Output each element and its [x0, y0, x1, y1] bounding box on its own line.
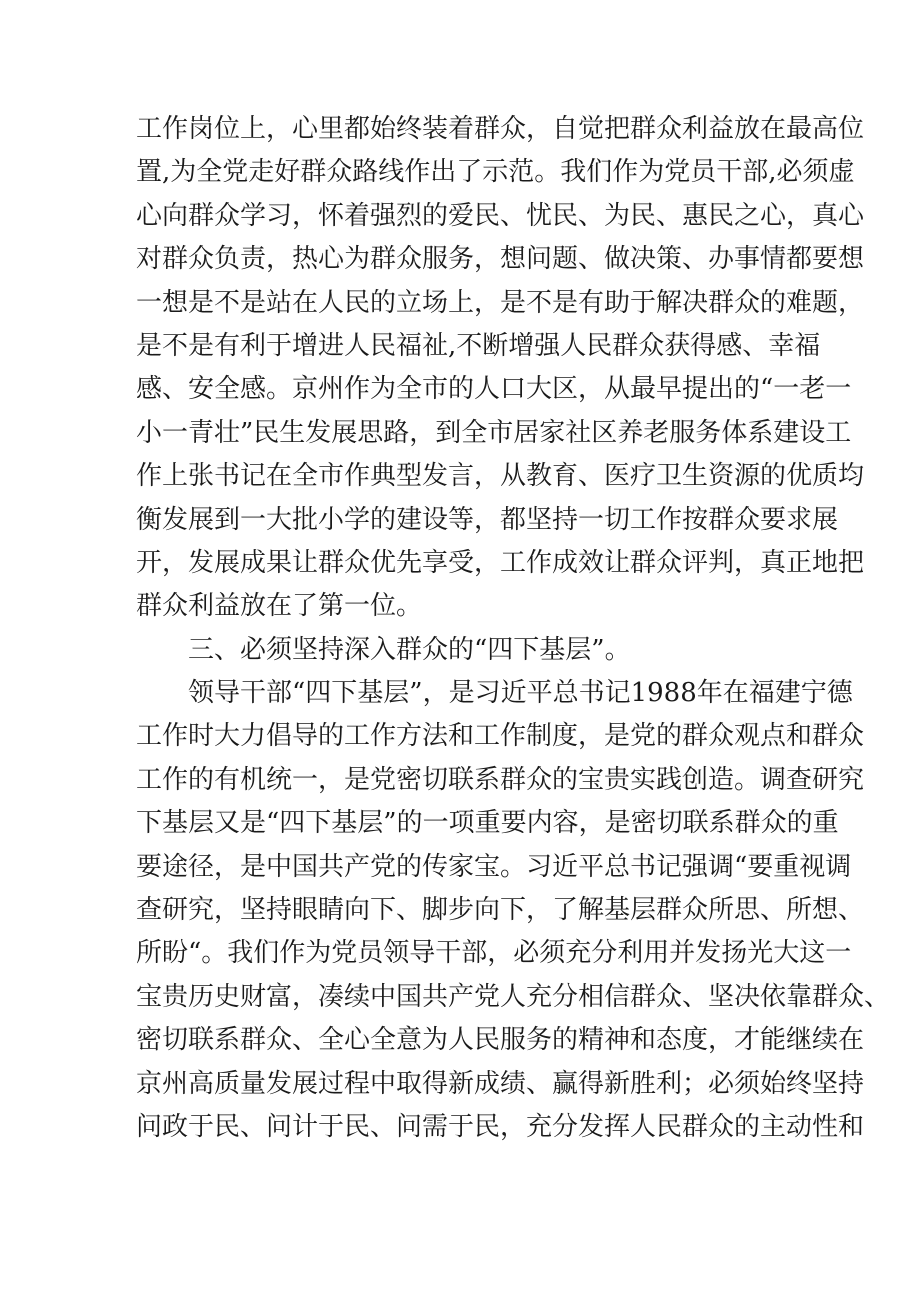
text-line: 下基层又是“四下基层”的一项重要内容，是密切联系群众的重 [136, 808, 839, 839]
text-line: 问政于民、问计于民、问需于民，充分发挥人民群众的主动性和 [136, 1111, 865, 1142]
body-text [136, 108, 891, 1149]
text-line: 心向群众学习，怀着强烈的爱民、忧民、为民、惠民之心，真心 [136, 200, 865, 231]
text-line: 群众利益放在了第一位。 [136, 591, 423, 622]
text-line: 三、必须坚持深入群众的“四下基层”。 [188, 634, 631, 665]
text-line: 感、安全感。京州作为全市的人口大区，从最早提出的“一老一 [136, 374, 852, 405]
text-line: 京州高质量发展过程中取得新成绩、赢得新胜利；必须始终坚持 [136, 1068, 865, 1099]
text-line: 工作岗位上，心里都始终装着群众，自觉把群众利益放在最高位 [136, 114, 865, 144]
text-line: 工作时大力倡导的工作方法和工作制度，是党的群众观点和群众 [136, 721, 865, 752]
text-line: 工作的有机统一，是党密切联系群众的宝贵实践创造。调查研究 [136, 764, 865, 795]
text-line: 领导干部“四下基层”，是习近平总书记1988年在福建宁德 [188, 678, 853, 709]
text-line: 置,为全党走好群众路线作出了示范。我们作为党员干部,必须虚 [136, 157, 855, 188]
text-line: 宝贵历史财富，凑续中国共产党人充分相信群众、坚决依靠群众、 [136, 981, 891, 1012]
text-line: 开，发展成果让群众优先享受，工作成效让群众评判，真正地把 [136, 547, 865, 578]
text-line: 所盼“。我们作为党员领导干部，必须充分利用并发扬光大这一 [136, 938, 852, 969]
text-line: 小一青壮”民生发展思路，到全市居家社区养老服务体系建设工 [136, 417, 852, 448]
text-line: 衡发展到一大批小学的建设等，都坚持一切工作按群众要求展 [136, 504, 839, 535]
text-line: 对群众负责，热心为群众服务，想问题、做决策、办事情都要想 [136, 244, 865, 275]
text-line: 一想是不是站在人民的立场上，是不是有助于解决群众的难题， [136, 287, 865, 318]
text-line: 查研究，坚持眼睛向下、脚步向下，了解基层群众所思、所想、 [136, 895, 865, 926]
text-line: 要途径，是中国共产党的传家宝。习近平总书记强调“要重视调 [136, 851, 852, 882]
text-line: 是不是有利于增进人民福祉,不断增强人民群众获得感、幸福 [136, 330, 821, 361]
text-line: 作上张书记在全市作典型发言，从教育、医疗卫生资源的优质均 [136, 461, 865, 492]
text-line: 密切联系群众、全心全意为人民服务的精神和态度，才能继续在 [136, 1025, 865, 1056]
